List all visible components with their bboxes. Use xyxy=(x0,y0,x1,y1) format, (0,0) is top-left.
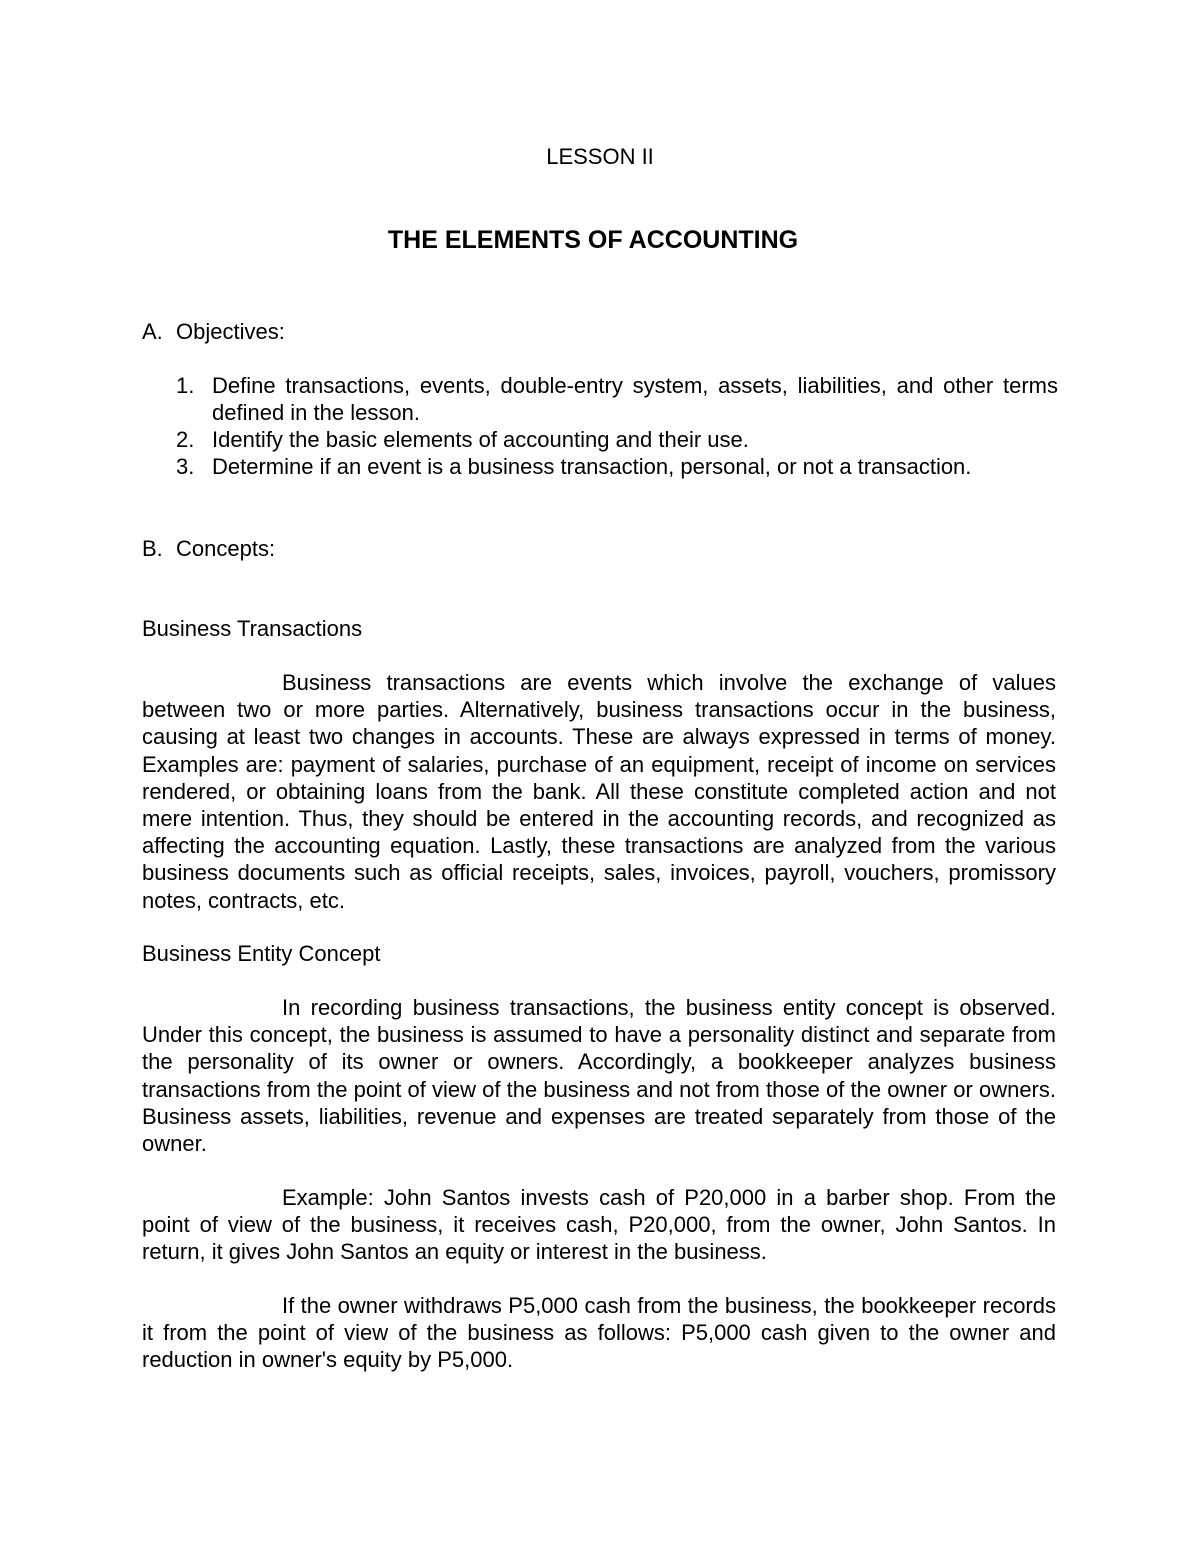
objectives-marker: A. xyxy=(142,319,163,344)
objectives-label: Objectives: xyxy=(176,319,285,344)
objectives-list xyxy=(176,372,1058,480)
objective-text: Determine if an event is a business transaction, personal, or not a transaction. xyxy=(212,454,972,479)
objective-number: 1. xyxy=(176,373,195,398)
objectives-heading xyxy=(142,318,285,346)
concepts-marker: B. xyxy=(142,536,163,561)
concepts-heading xyxy=(142,535,275,563)
objective-item xyxy=(176,453,1058,480)
objective-text: Identify the basic elements of accounting and their use. xyxy=(212,427,749,452)
lesson-label: LESSON II xyxy=(546,144,654,169)
objective-number: 3. xyxy=(176,454,195,479)
objective-number: 2. xyxy=(176,427,195,452)
objective-item xyxy=(176,426,1058,453)
business-entity-heading: Business Entity Concept xyxy=(142,941,381,966)
business-transactions-heading: Business Transactions xyxy=(142,616,363,641)
concepts-label: Concepts: xyxy=(176,536,276,561)
withdrawal-paragraph: If the owner withdraws P5,000 cash from the business, the bookkeeper records it from the point of view of the business as follows: P5,000 cash given to the owner and reduction in owner's equity by P5,000. xyxy=(142,1293,1056,1373)
objective-text: Define transactions, events, double-entry system, assets, liabilities, and other terms defined in the lesson. xyxy=(212,373,1058,425)
example-paragraph: Example: John Santos invests cash of P20,000 in a barber shop. From the point of view of the business, it receives cash, P20,000, from the owner, John Santos. In return, it gives John Santos an equity or interest in the business. xyxy=(142,1185,1056,1265)
business-entity-paragraph: In recording business transactions, the business entity concept is observed. Under this concept, the business is assumed to have a personality distinct and separate from the personality of its owner or owners. Accordingly, a bookkeeper analyzes business transactions from the point of view of the business and not from those of the owner or owners. Business assets, liabilities, revenue and expenses are treated separately from those of the owner. xyxy=(142,995,1056,1157)
objective-item xyxy=(176,372,1058,426)
business-transactions-paragraph: Business transactions are events which involve the exchange of values between two or more parties. Alternatively, business transactions occur in the business, causing at least two changes in accounts. These are always expressed in terms of money. Examples are: payment of salaries, purchase of an equipment, receipt of income on services rendered, or obtaining loans from the bank. All these constitute completed action and not mere intention. Thus, they should be entered in the accounting records, and recognized as affecting the accounting equation. Lastly, these transactions are analyzed from the various business documents such as official receipts, sales, invoices, payroll, vouchers, promissory notes, contracts, etc. xyxy=(142,670,1056,913)
document-title: THE ELEMENTS OF ACCOUNTING xyxy=(387,226,799,254)
